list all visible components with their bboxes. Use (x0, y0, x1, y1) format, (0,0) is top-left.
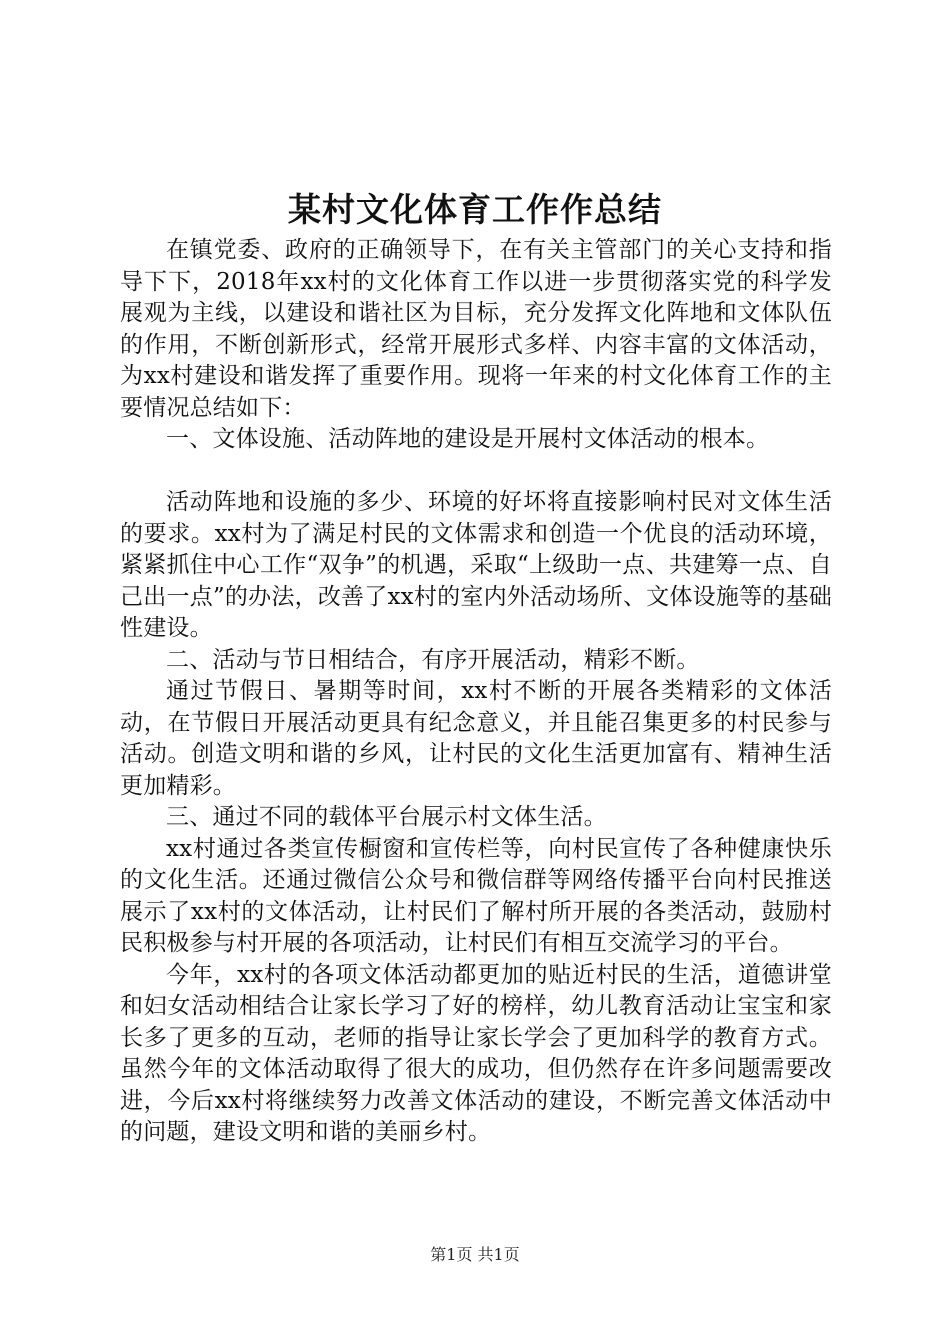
section-heading-2: 二、活动与节日相结合，有序开展活动，精彩不断。 (166, 646, 700, 673)
document-title: 某村文化体育工作作总结 (288, 190, 662, 229)
paragraph-conclusion: 今年，xx村的各项文体活动都更加的贴近村民的生活，道德讲堂和妇女活动相结合让家长学习了好的榜样，幼儿教育活动让宝宝和家长多了更多的互动，老师的指导让家长学会了更加科学的教育方式。虽然今年的文体活动取得了很大的成功，但仍然存在许多问题需要改进，今后xx村将继续努力改善文体活动的建设，不断完善文体活动中的问题，建设文明和谐的美丽乡村。 (120, 961, 832, 1145)
paragraph-section-2: 通过节假日、暑期等时间，xx村不断的开展各类精彩的文体活动，在节假日开展活动更具有纪念意义，并且能召集更多的村民参与活动。创造文明和谐的乡风，让村民的文化生活更加富有、精神生活更加精彩。 (120, 678, 832, 799)
paragraph-intro: 在镇党委、政府的正确领导下，在有关主管部门的关心支持和指导下下，2018年xx村的文化体育工作以进一步贯彻落实党的科学发展观为主线，以建设和谐社区为目标，充分发挥文化阵地和文体队伍的作用，不断创新形式，经常开展形式多样、内容丰富的文体活动，为xx村建设和谐发挥了重要作用。现将一年来的村文化体育工作的主要情况总结如下： (120, 237, 832, 421)
paragraph-section-1: 活动阵地和设施的多少、环境的好坏将直接影响村民对文体生活的要求。xx村为了满足村民的文体需求和创造一个优良的活动环境，紧紧抓住中心工作“双争”的机遇，采取“上级助一点、共建筹一点、自己出一点”的办法，改善了xx村的室内外活动场所、文体设施等的基础性建设。 (120, 489, 832, 641)
document-body (120, 235, 832, 1149)
section-heading-3: 三、通过不同的载体平台展示村文体生活。 (166, 804, 607, 830)
paragraph-section-3: xx村通过各类宣传橱窗和宣传栏等，向村民宣传了各种健康快乐的文化生活。还通过微信公众号和微信群等网络传播平台向村民推送展示了xx村的文体活动，让村民们了解村所开展的各类活动，鼓励村民积极参与村开展的各项活动，让村民们有相互交流学习的平台。 (120, 835, 832, 956)
section-heading-1: 一、文体设施、活动阵地的建设是开展村文体活动的根本。 (166, 426, 770, 452)
page-number-footer: 第1页 共1页 (430, 1245, 520, 1264)
